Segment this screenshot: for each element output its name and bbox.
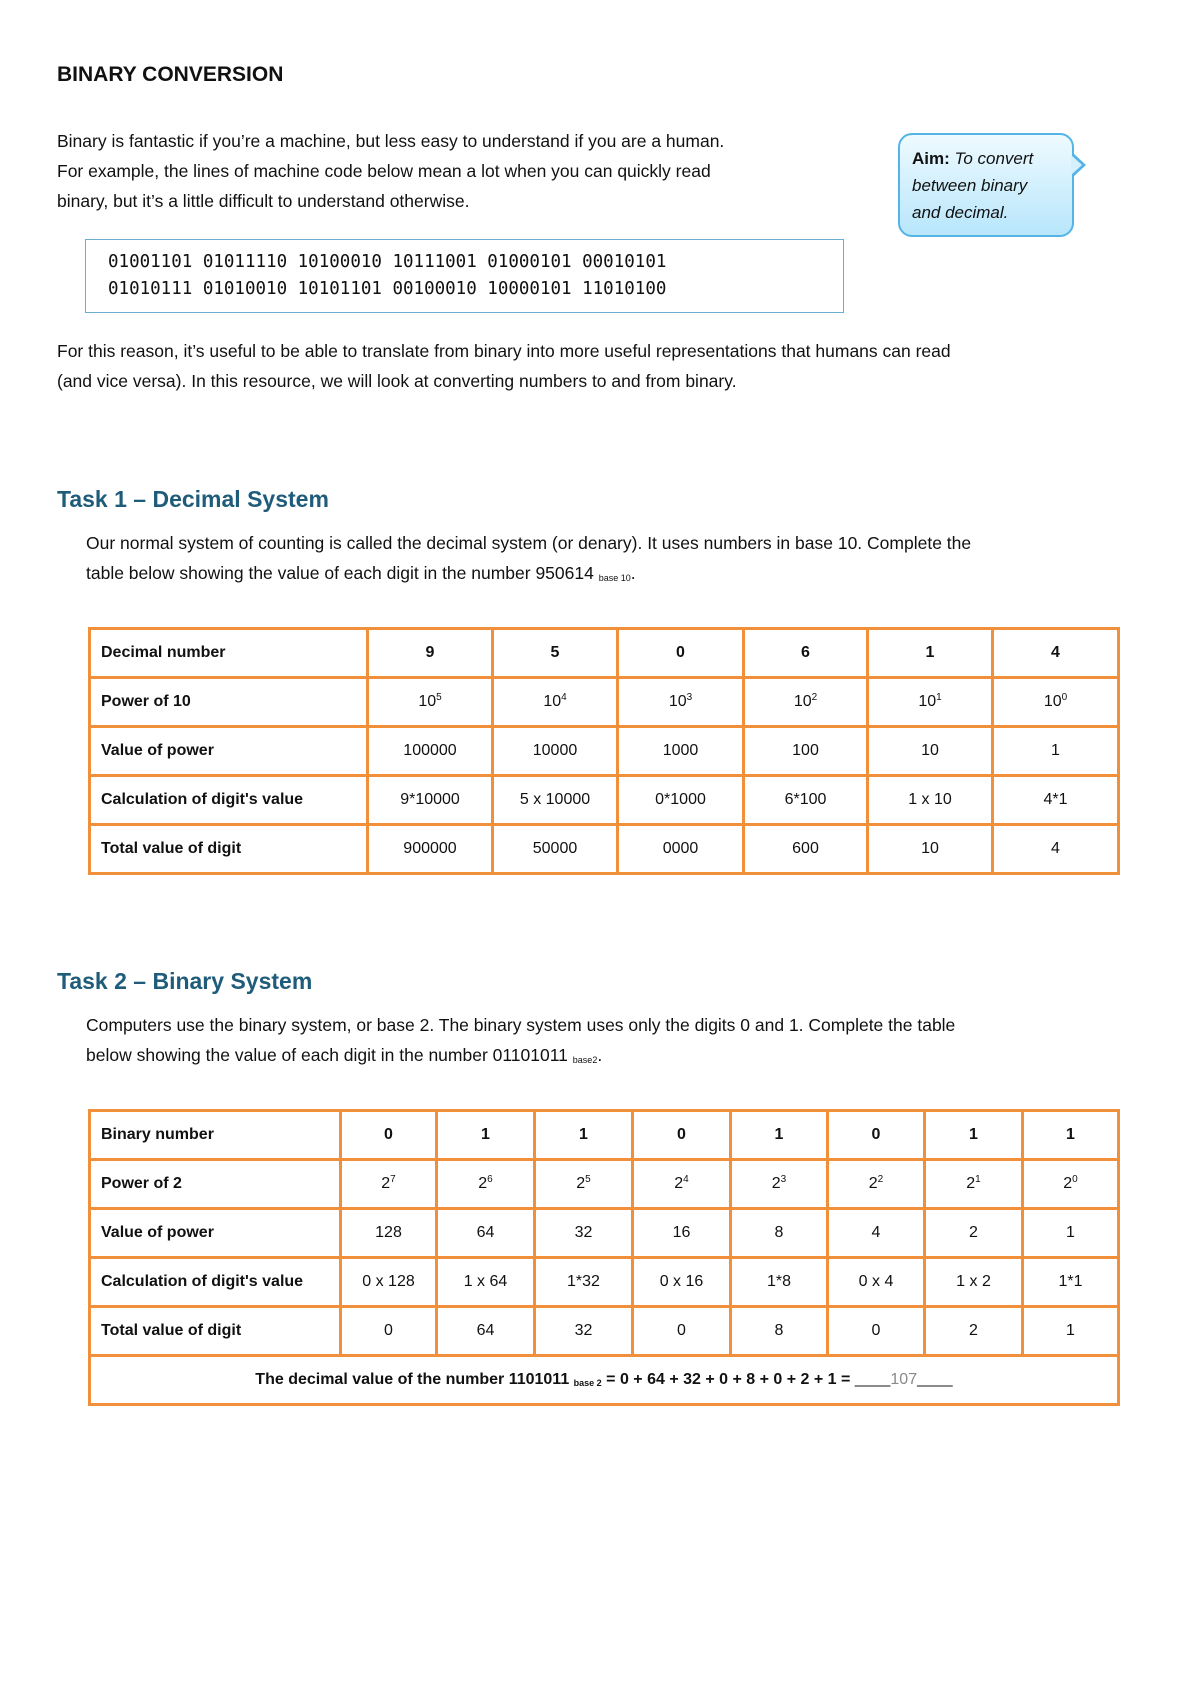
task1-heading: Task 1 – Decimal System [57, 486, 329, 512]
power-cell [341, 1160, 437, 1209]
power-cell [1023, 1160, 1119, 1209]
digit-cell: 0 [341, 1111, 437, 1160]
aim-callout-tail-fill [1071, 155, 1082, 175]
value-cell: 100 [744, 727, 868, 776]
power-cell [828, 1160, 925, 1209]
power-base: 2 [966, 1175, 976, 1192]
power-base: 2 [868, 1175, 878, 1192]
task2-instructions [86, 1010, 1156, 1075]
task1-text: table below showing the value of each digit in the number 950614 [86, 563, 594, 583]
table-row [90, 1307, 1119, 1356]
answer-input-cell[interactable]: 0 x 16 [633, 1258, 731, 1307]
answer-input-cell[interactable]: 1*1 [1023, 1258, 1119, 1307]
answer-input-cell[interactable]: 1*32 [535, 1258, 633, 1307]
summary-expression: = 0 + 64 + 32 + 0 + 8 + 0 + 2 + 1 = [601, 1371, 855, 1388]
table-row [90, 1160, 1119, 1209]
task1-text-end: . [630, 563, 636, 583]
machine-code-box [85, 239, 844, 313]
power-exponent: 0 [1061, 692, 1068, 703]
digit-cell: 0 [633, 1111, 731, 1160]
answer-input-cell[interactable]: 0 x 128 [341, 1258, 437, 1307]
digit-cell: 1 [1023, 1111, 1119, 1160]
row-label: Binary number [90, 1111, 341, 1160]
task2-text-end: . [597, 1045, 603, 1065]
power-exponent: 1 [975, 1174, 981, 1185]
value-cell: 16 [633, 1209, 731, 1258]
answer-input-cell[interactable]: 2 [925, 1307, 1023, 1356]
power-base: 2 [1063, 1175, 1073, 1192]
aim-text: between binary [912, 176, 1028, 195]
power-base: 2 [674, 1175, 684, 1192]
value-cell: 10 [868, 727, 993, 776]
power-exponent: 1 [936, 692, 942, 703]
answer-input-cell[interactable]: 900000 [368, 825, 493, 874]
digit-cell: 0 [828, 1111, 925, 1160]
value-cell: 1 [1023, 1209, 1119, 1258]
aim-label: Aim: [912, 149, 950, 168]
row-label: Calculation of digit's value [90, 776, 368, 825]
power-exponent: 4 [683, 1174, 689, 1185]
digit-cell: 1 [535, 1111, 633, 1160]
power-exponent: 2 [811, 692, 818, 703]
decimal-table [88, 627, 1120, 875]
aim-text: To convert [949, 149, 1034, 168]
digit-cell: 1 [437, 1111, 535, 1160]
answer-input-cell[interactable]: 4 [993, 825, 1119, 874]
answer-input-cell[interactable]: 64 [437, 1307, 535, 1356]
intro-line: For example, the lines of machine code below mean a lot when you can quickly read [57, 161, 711, 181]
power-base: 10 [543, 693, 562, 710]
answer-input-cell[interactable]: 0 x 4 [828, 1258, 925, 1307]
power-cell [618, 678, 744, 727]
table-row [90, 678, 1119, 727]
value-cell: 8 [731, 1209, 828, 1258]
digit-cell: 9 [368, 629, 493, 678]
row-label: Power of 2 [90, 1160, 341, 1209]
value-cell: 128 [341, 1209, 437, 1258]
answer-input-cell[interactable]: 1 x 64 [437, 1258, 535, 1307]
power-base: 2 [771, 1175, 781, 1192]
power-base: 2 [381, 1175, 391, 1192]
task2-base-subscript: base2 [572, 1055, 598, 1065]
binary-table [88, 1109, 1120, 1406]
summary-base-subscript: base 2 [573, 1378, 602, 1388]
power-exponent: 3 [686, 692, 693, 703]
reason-line: (and vice versa). In this resource, we will look at converting numbers to and from binary. [57, 371, 737, 391]
aim-callout [898, 133, 1074, 237]
answer-input-cell[interactable]: 50000 [493, 825, 618, 874]
answer-input-cell[interactable]: 6*100 [744, 776, 868, 825]
power-exponent: 2 [877, 1174, 884, 1185]
digit-cell: 1 [868, 629, 993, 678]
task1-instructions [86, 528, 1156, 593]
answer-blank: ____ [917, 1371, 953, 1388]
table-row [90, 776, 1119, 825]
intro-line: binary, but it’s a little difficult to understand otherwise. [57, 191, 470, 211]
task2-text: below showing the value of each digit in the number 01101011 [86, 1045, 568, 1065]
task2-heading: Task 2 – Binary System [57, 968, 313, 994]
power-exponent: 5 [436, 692, 442, 703]
power-base: 10 [793, 693, 812, 710]
answer-input-cell[interactable]: 10 [868, 825, 993, 874]
digit-cell: 1 [731, 1111, 828, 1160]
decimal-answer[interactable]: 107 [890, 1371, 918, 1388]
value-cell: 1000 [618, 727, 744, 776]
value-cell: 32 [535, 1209, 633, 1258]
digit-cell: 5 [493, 629, 618, 678]
answer-input-cell[interactable]: 8 [731, 1307, 828, 1356]
answer-input-cell[interactable]: 1*8 [731, 1258, 828, 1307]
power-cell [993, 678, 1119, 727]
answer-blank: ____ [854, 1371, 891, 1388]
power-exponent: 0 [1072, 1174, 1078, 1185]
row-label: Total value of digit [90, 1307, 341, 1356]
power-base: 10 [418, 693, 437, 710]
value-cell: 2 [925, 1209, 1023, 1258]
table-row [90, 1258, 1119, 1307]
reason-paragraph [57, 336, 1157, 396]
decimal-value-summary [90, 1356, 1119, 1405]
answer-input-cell[interactable]: 0000 [618, 825, 744, 874]
machine-code-line: 01010111 01010010 10101101 00100010 10000101 11010100 [108, 279, 667, 299]
power-cell [633, 1160, 731, 1209]
power-cell [731, 1160, 828, 1209]
row-label: Decimal number [90, 629, 368, 678]
machine-code-line: 01001101 01011110 10100010 10111001 01000101 00010101 [108, 252, 667, 272]
task1-base-subscript: base 10 [598, 573, 631, 583]
task1-text: Our normal system of counting is called the decimal system (or denary). It uses numbers in base 10. Complete the [86, 533, 972, 553]
digit-cell: 1 [925, 1111, 1023, 1160]
value-cell: 1 [993, 727, 1119, 776]
answer-input-cell[interactable]: 4*1 [993, 776, 1119, 825]
intro-paragraph [57, 126, 857, 216]
digit-cell: 4 [993, 629, 1119, 678]
power-cell [535, 1160, 633, 1209]
power-base: 10 [918, 693, 937, 710]
page-title: BINARY CONVERSION [57, 63, 284, 86]
power-cell [868, 678, 993, 727]
answer-input-cell[interactable]: 0 [341, 1307, 437, 1356]
power-cell [368, 678, 493, 727]
answer-input-cell[interactable]: 0 [633, 1307, 731, 1356]
power-exponent: 4 [561, 692, 567, 703]
answer-input-cell[interactable]: 0 [828, 1307, 925, 1356]
power-cell [744, 678, 868, 727]
intro-line: Binary is fantastic if you’re a machine, but less easy to understand if you are a human. [57, 131, 725, 151]
summary-row [90, 1356, 1119, 1405]
answer-input-cell[interactable]: 0*1000 [618, 776, 744, 825]
aim-text: and decimal. [912, 203, 1009, 222]
answer-input-cell[interactable]: 32 [535, 1307, 633, 1356]
power-cell [437, 1160, 535, 1209]
digit-cell: 0 [618, 629, 744, 678]
table-row [90, 629, 1119, 678]
table-row [90, 1111, 1119, 1160]
power-exponent: 7 [390, 1174, 396, 1185]
answer-input-cell[interactable]: 600 [744, 825, 868, 874]
row-label: Calculation of digit's value [90, 1258, 341, 1307]
power-base: 2 [576, 1175, 586, 1192]
answer-input-cell[interactable]: 9*10000 [368, 776, 493, 825]
table-row [90, 727, 1119, 776]
row-label: Value of power [90, 727, 368, 776]
table-row [90, 1209, 1119, 1258]
row-label: Value of power [90, 1209, 341, 1258]
answer-input-cell[interactable]: 1 [1023, 1307, 1119, 1356]
answer-input-cell[interactable]: 1 x 2 [925, 1258, 1023, 1307]
table-row [90, 825, 1119, 874]
value-cell: 4 [828, 1209, 925, 1258]
row-label: Power of 10 [90, 678, 368, 727]
summary-prefix: The decimal value of the number 1101011 [255, 1371, 570, 1388]
power-exponent: 3 [780, 1174, 787, 1185]
power-exponent: 5 [585, 1174, 591, 1185]
value-cell: 10000 [493, 727, 618, 776]
power-base: 2 [478, 1175, 488, 1192]
power-cell [493, 678, 618, 727]
power-exponent: 6 [487, 1174, 493, 1185]
answer-input-cell[interactable]: 5 x 10000 [493, 776, 618, 825]
power-cell [925, 1160, 1023, 1209]
task2-text: Computers use the binary system, or base 2. The binary system uses only the digits 0 and 1. Complete the table [86, 1015, 956, 1035]
power-base: 10 [1043, 693, 1062, 710]
reason-line: For this reason, it’s useful to be able to translate from binary into more useful representations that humans can read [57, 341, 951, 361]
value-cell: 64 [437, 1209, 535, 1258]
answer-input-cell[interactable]: 1 x 10 [868, 776, 993, 825]
power-base: 10 [668, 693, 687, 710]
value-cell: 100000 [368, 727, 493, 776]
row-label: Total value of digit [90, 825, 368, 874]
digit-cell: 6 [744, 629, 868, 678]
